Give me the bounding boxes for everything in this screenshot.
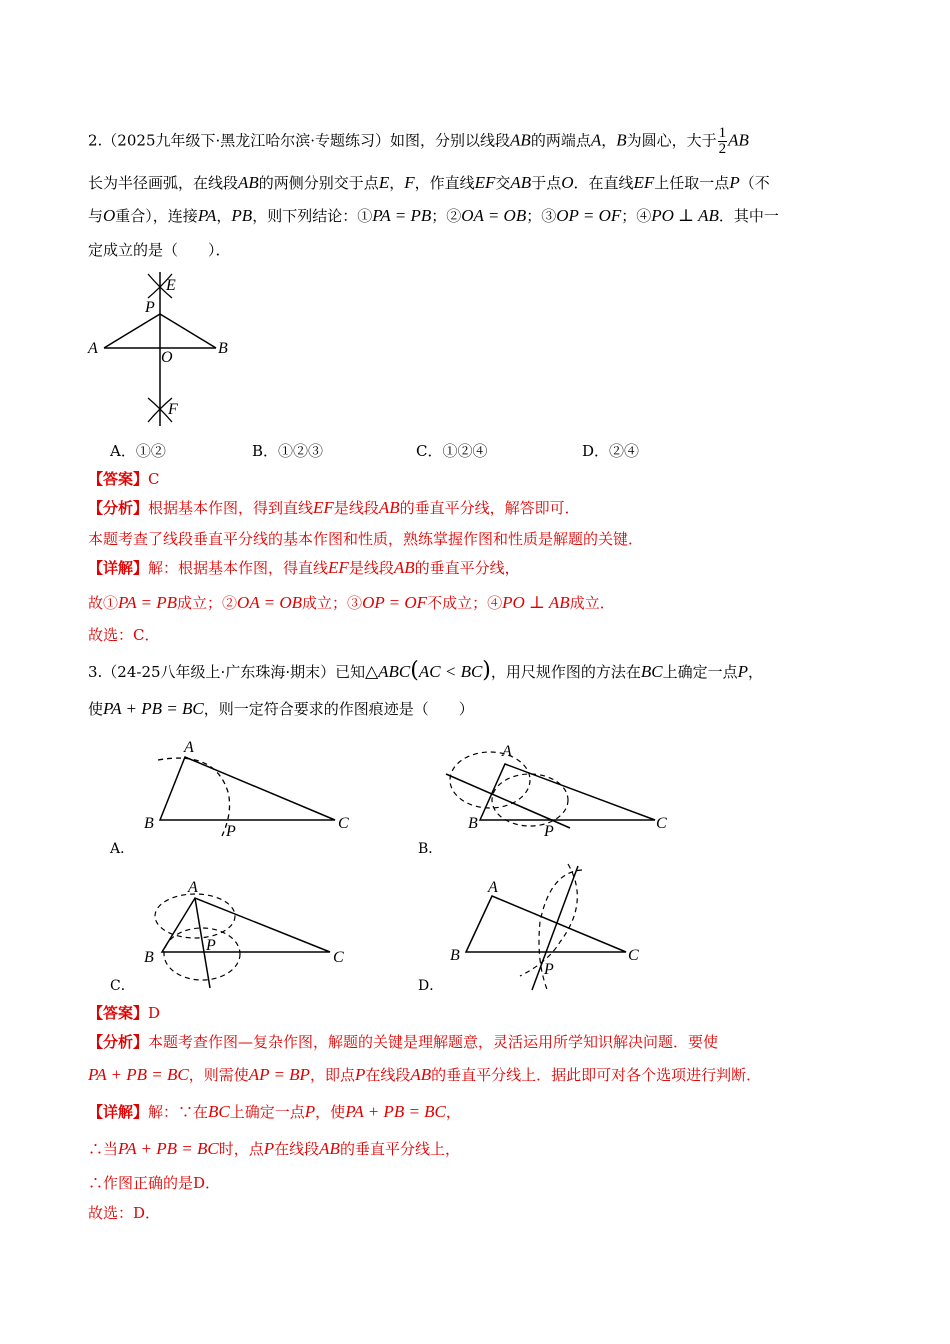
q3-analysis: 【分析】本题考查作图—复杂作图，解题的关键是理解题意，灵活运用所学知识解决问题．要使	[88, 1033, 719, 1051]
label-p: P	[544, 961, 554, 978]
label-a: A	[88, 340, 98, 357]
q3-detail-3: ∴作图正确的是D．	[88, 1174, 221, 1192]
q3-answer: 【答案】D	[88, 1004, 161, 1022]
caption-d: D．	[418, 978, 444, 994]
segment-pb	[160, 314, 216, 348]
label-c: C	[333, 949, 344, 966]
q2-choose: 故选：C．	[88, 626, 160, 644]
q2-figure	[80, 268, 240, 433]
q2-analysis: 【分析】根据基本作图，得到直线EF是线段AB的垂直平分线，解答即可．	[88, 498, 580, 517]
label-b: B	[218, 340, 228, 357]
triangle-d	[466, 896, 626, 952]
q3-figure-c	[140, 872, 360, 994]
q3-figure-d	[440, 862, 670, 994]
label-o: O	[161, 349, 173, 366]
label-f: F	[168, 401, 178, 418]
caption-c: C．	[110, 978, 135, 994]
q2-stem-line-2: 长为半径画弧，在线段AB的两侧分别交于点E，F，作直线EF交AB于点O．在直线EF上任取一点P（不	[88, 173, 770, 192]
q3-detail: 【详解】解：∵在BC上确定一点P，使PA + PB = BC，	[88, 1102, 461, 1121]
caption-b: B．	[418, 841, 443, 857]
q3-analysis-2: PA + PB = BC，则需使AP = BP，即点P在线段AB的垂直平分线上．据此即可对各个选项进行判断．	[88, 1065, 762, 1084]
q2-stem-line-4: 定成立的是（ ）．	[88, 241, 231, 259]
label-p: P	[544, 823, 554, 840]
label-b: B	[468, 815, 478, 832]
triangle-b	[480, 764, 655, 820]
label-a: A	[488, 879, 498, 896]
triangle-a	[160, 757, 335, 820]
q2-stem-line-3: 与O重合），连接PA，PB，则下列结论：①PA = PB；②OA = OB；③OP = OF；④PO ⊥ AB．其中一	[88, 206, 779, 225]
label-p: P	[206, 937, 216, 954]
q3-detail-2: ∴当PA + PB = BC时，点P在线段AB的垂直平分线上，	[88, 1139, 460, 1158]
q2-option-d: D．②④	[582, 442, 640, 460]
q2-detail-2: 故①PA = PB成立；②OA = OB成立；③OP = OF不成立；④PO ⊥ AB成立．	[88, 593, 615, 612]
label-a: A	[184, 739, 194, 756]
label-p: P	[226, 823, 236, 840]
q3-choose: 故选：D．	[88, 1204, 161, 1222]
q3-stem-line-2: 使PA + PB = BC，则一定符合要求的作图痕迹是（ ）	[88, 699, 474, 718]
q3-figure-b	[440, 732, 680, 842]
q2-answer: 【答案】C	[88, 470, 160, 488]
triangle-c	[162, 898, 330, 952]
arc-b1	[450, 752, 530, 808]
label-c: C	[628, 947, 639, 964]
label-b: B	[450, 947, 460, 964]
q2-stem-line-1: 2.（2025九年级下·黑龙江哈尔滨·专题练习）如图，分别以线段AB的两端点A，B为圆心，大于 $\frac{1}{2}$ AB	[88, 125, 749, 157]
q2-option-c: C．①②④	[416, 442, 488, 460]
q3-figure-a	[140, 732, 370, 842]
segment-pa	[104, 314, 160, 348]
label-e: E	[166, 277, 176, 294]
label-c: C	[338, 815, 349, 832]
label-a: A	[188, 879, 198, 896]
q2-option-b: B．①②③	[252, 442, 324, 460]
q2-option-a: A．①②	[110, 442, 166, 460]
label-c: C	[656, 815, 667, 832]
label-a: A	[502, 743, 512, 760]
fraction-one-half: $\frac{1}{2}$	[718, 125, 727, 157]
q2-analysis-2: 本题考查了线段垂直平分线的基本作图和性质，熟练掌握作图和性质是解题的关键．	[88, 530, 644, 548]
caption-a: A．	[110, 841, 135, 857]
label-b: B	[144, 815, 154, 832]
q2-detail: 【详解】解：根据基本作图，得直线EF是线段AB的垂直平分线，	[88, 558, 520, 577]
label-b: B	[144, 949, 154, 966]
q3-stem-line-1: 3.（24-25八年级上·广东珠海·期末）已知△ABC(AC < BC)，用尺规作图的方法在BC上确定一点P，	[88, 658, 764, 683]
label-p: P	[145, 299, 155, 316]
